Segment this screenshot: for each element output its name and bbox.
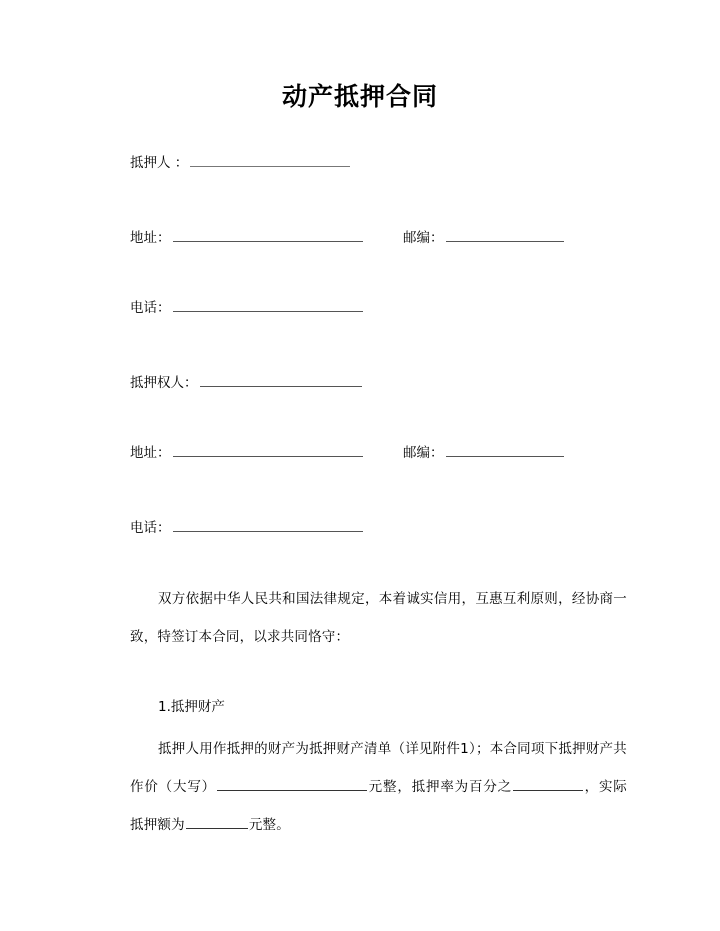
field-row-mortgagee-name [130, 370, 630, 396]
valuation-amount-blank[interactable] [217, 776, 367, 791]
mortgagor-phone-label: 电话： [130, 300, 171, 316]
field-row-mortgagee-address [130, 440, 630, 466]
section-body-1 [130, 730, 627, 844]
mortgagor-address-blank[interactable] [173, 226, 363, 242]
mortgage-rate-blank[interactable] [513, 776, 583, 791]
mortgagor-postcode-label: 邮编： [403, 230, 444, 246]
mortgagor-postcode-blank[interactable] [446, 226, 564, 242]
mortgagor-postcode-group [403, 225, 564, 251]
mortgagee-postcode-blank[interactable] [446, 441, 564, 457]
field-row-mortgagee-phone [130, 515, 630, 541]
page-title: 动产抵押合同 [281, 82, 438, 111]
mortgagee-name-label: 抵押权人： [130, 375, 198, 391]
section-heading-1: 1.抵押财产 [158, 699, 225, 715]
preamble-paragraph: 双方依据中华人民共和国法律规定，本着诚实信用，互惠互利原则，经协商一致，特签订本合同，以求共同恪守： [130, 591, 627, 645]
section-body-1-part-4: 元整。 [248, 817, 290, 833]
mortgagee-postcode-label: 邮编： [403, 445, 444, 461]
mortgagee-phone-blank[interactable] [173, 516, 363, 532]
section-body-1-part-2: 元整，抵押率为百分之 [368, 779, 512, 795]
actual-mortgage-amount-blank[interactable] [186, 814, 248, 829]
section-body-1-part-1: 抵押人用作抵押的财产为抵押财产清单（详见附件1）；本合同项下抵押财产共作价（大写） [130, 741, 627, 795]
field-row-mortgagor-name [130, 150, 630, 176]
mortgagor-name-blank[interactable] [190, 151, 350, 167]
field-row-mortgagor-address [130, 225, 630, 251]
mortgagee-phone-label: 电话： [130, 520, 171, 536]
mortgagee-address-label: 地址： [130, 445, 171, 461]
mortgagee-address-blank[interactable] [173, 441, 363, 457]
mortgagee-name-blank[interactable] [200, 371, 362, 387]
mortgagor-phone-blank[interactable] [173, 296, 363, 312]
mortgagee-postcode-group [403, 440, 564, 466]
mortgagor-address-label: 地址： [130, 230, 171, 246]
section-body-1-part-3: ，实际抵押额为 [130, 779, 628, 833]
field-row-mortgagor-phone [130, 295, 630, 321]
mortgagor-name-label: 抵押人 ： [130, 155, 189, 171]
